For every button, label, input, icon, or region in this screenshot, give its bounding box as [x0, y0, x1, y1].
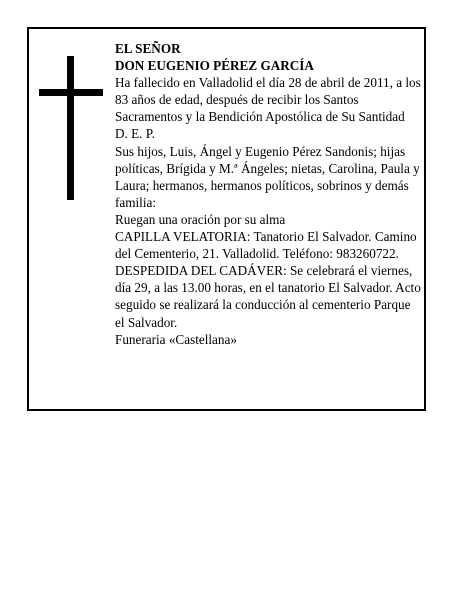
latin-cross-icon — [39, 56, 103, 200]
obituary-notice — [27, 27, 426, 411]
cross-vertical-bar — [67, 56, 74, 200]
farewell-details: DESPEDIDA DEL CADÁVER: Se celebrará el viernes, día 29, a las 13.00 horas, en el tanatorio El Salvador. Acto seguido se realizará la conducción al cementerio Parque el Salvador. — [115, 263, 421, 330]
cross-horizontal-bar — [39, 89, 103, 96]
notice-text — [115, 40, 421, 348]
prayer-request: Ruegan una oración por su alma — [115, 211, 286, 227]
rip-text: D. E. P. — [115, 126, 155, 142]
family-list: Sus hijos, Luis, Ángel y Eugenio Pérez Sandonis; hijas políticas, Brígida y M.ª Ángeles; nietas, Carolina, Paula y Laura; hermanos, hermanos políticos, sobrinos y demás familia: — [115, 143, 420, 210]
deceased-title: EL SEÑOR — [115, 41, 181, 56]
death-announcement: Ha fallecido en Valladolid el día 28 de abril de 2011, a los 83 años de edad, después de recibir los Santos Sacramentos y la Bendición Apostólica de Su Santidad — [115, 75, 421, 125]
funeral-home: Funeraria «Castellana» — [115, 331, 237, 347]
wake-details: CAPILLA VELATORIA: Tanatorio El Salvador. Camino del Cementerio, 21. Valladolid. Teléfono: 983260722. — [115, 229, 417, 262]
deceased-name: DON EUGENIO PÉREZ GARCÍA — [115, 58, 314, 74]
